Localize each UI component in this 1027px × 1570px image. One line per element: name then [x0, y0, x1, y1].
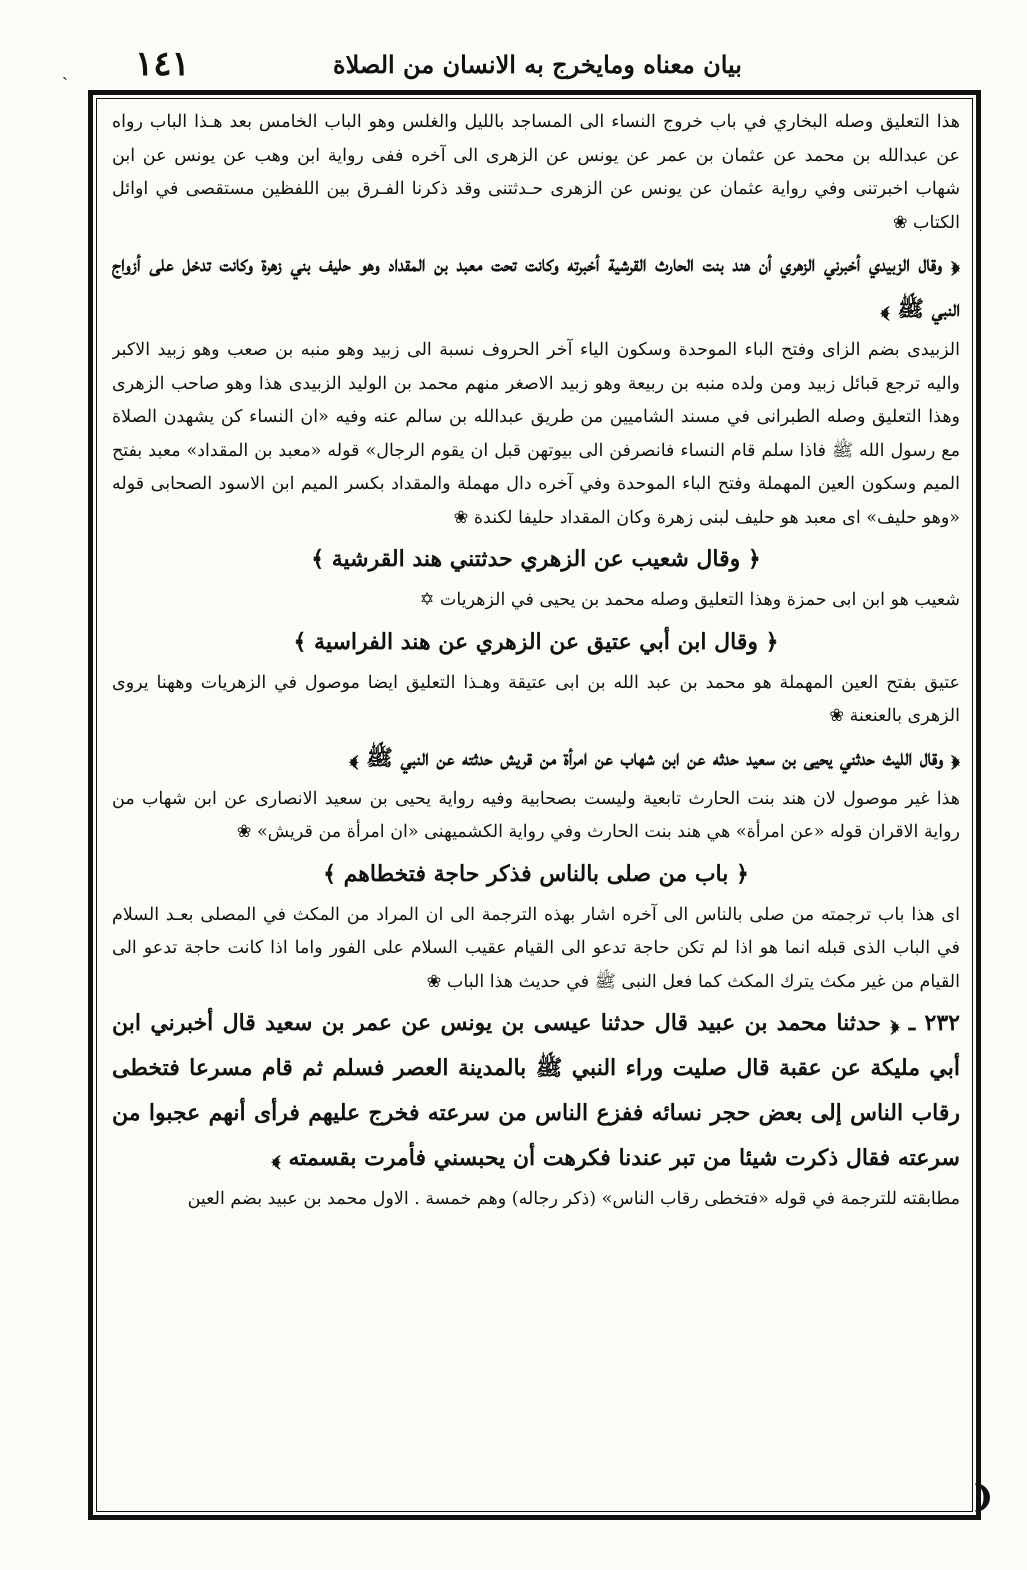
- hadith-text: ﴿ وقال ابن أبي عتيق عن الزهري عن هند الفراسية ﴾: [293, 628, 779, 655]
- page-number: ١٤١: [135, 44, 190, 84]
- commentary-paragraph: الزبيدى بضم الزاى وفتح الباء الموحدة وسكون الياء آخر الحروف نسبة الى زبيد وهو منبه بن صعب وهو زبيد الاكبر واليه ترجع قبائل زبيد ومن ولده منبه بن ربيعة وهو زبيد الاصغر منهم محمد بن الوليد الزبيدى هذا وهو صاحب الزهرى وهذا التعليق وصله الطبرانى في مسند الشاميين من طريق عبدالله بن سالم عنه وفيه «ان النساء كن يشهدن الصلاة مع رسول الله ﷺ فاذا سلم قام النساء فانصرفن الى بيوتهن قبل ان يقوم الرجال» قوله «معبد بن المقداد» معبد بفتح الميم وسكون العين المهملة وفتح الباء الموحدة وفي آخره دال مهملة والمقداد بكسر الميم ابن الاسود الصحابى قوله «وهو حليف» اى معبد هو حليف لبنى زهرة وكان المقداد حليفا لكندة ❀: [112, 340, 960, 528]
- commentary-paragraph: شعيب هو ابن ابى حمزة وهذا التعليق وصله محمد بن يحيى في الزهريات ✡: [419, 590, 960, 610]
- hadith-text: ﴿ وقال الليث حدثني يحيى بن سعيد حدثه عن ابن شهاب عن امرأة من قريش حدثته عن النبي ﷺ ﴾: [349, 744, 960, 771]
- hadith-text: ٢٣٢ ـ ﴿ حدثنا محمد بن عبيد قال حدثنا عيسى بن يونس عن عمر بن سعيد قال أخبرني ابن أبي مليكة عن عقبة قال صليت وراء النبي ﷺ بالمدينة العصر فسلم ثم قام مسرعا فتخطى رقاب الناس إلى بعض حجر نسائه ففزع الناس من سرعته فخرج عليهم فرأى أنهم عجبوا من سرعته فقال ذكرت شيئا من تبر عندنا فكرهت أن يحبسني فأمرت بقسمته ﴾: [112, 1010, 960, 1171]
- commentary-paragraph: هذا التعليق وصله البخاري في باب خروج النساء الى المساجد بالليل والغلس وهو الباب الخامس بعد هـذا الباب رواه عن عبدالله بن محمد عن عثمان بن عمر عن يونس عن الزهرى الى آخره ففى رواية ابن وهب عن يونس عن ابن شهاب اخبرتنى وفي رواية عثمان عن يونس عن الزهرى حـدثتنى وقد ذكرنا الفـرق بين اللفظين مستقصى في اوائل الكتاب ❀: [112, 112, 960, 233]
- page-content: [112, 106, 960, 1506]
- commentary-paragraph: هذا غير موصول لان هند بنت الحارث تابعية وليست بصحابية وفيه رواية يحيى بن سعيد الانصارى عن ابن شهاب من رواية الاقران قوله «عن امرأة» هي هند بنت الحارث وفي رواية الكشميهنى «ان امرأة من قريش» ❀: [112, 788, 960, 842]
- hadith-text: ﴿ وقال شعيب عن الزهري حدثتني هند القرشية ﴾: [311, 546, 761, 572]
- commentary-paragraph: مطابقته للترجمة في قوله «فتخطى رقاب الناس» (ذكر رجاله) وهم خمسة . الاول محمد بن عبيد بضم العين: [187, 1189, 960, 1209]
- margin-ornament: ❨: [970, 1480, 996, 1515]
- hadith-text: ﴿ وقال الزبيدي أخبرني الزهري أن هند بنت الحارث القرشية أخبرته وكانت تحت معبد بن المقداد وهو حليف بني زهرة وكانت تدخل على أزواج النبي ﷺ ﴾: [112, 251, 960, 322]
- running-title: بيان معناه ومايخرج به الانسان من الصلاة: [333, 50, 742, 79]
- commentary-paragraph: اى هذا باب ترجمته من صلى بالناس الى آخره اشار بهذه الترجمة الى ان المراد من المكث في المصلى بعـد السلام في الباب الذى قبله انما هو اذا لم تكن حاجة تدعو الى القيام عقيب السلام على الفور واما اذا كانت حاجة تدعو الى القيام من غير مكث يترك المكث كما فعل النبى ﷺ في حديث هذا الباب ❀: [112, 904, 960, 992]
- commentary-paragraph: عتيق بفتح العين المهملة هو محمد بن عبد الله بن ابى عتيقة وهـذا التعليق ايضا موصول في الزهريات وههنا يروى الزهرى بالعنعنة ❀: [112, 672, 960, 726]
- page-header: [95, 42, 980, 88]
- chapter-heading: ﴿ باب من صلى بالناس فذكر حاجة فتخطاهم ﴾: [323, 860, 749, 887]
- margin-mark: ˏ: [62, 60, 68, 81]
